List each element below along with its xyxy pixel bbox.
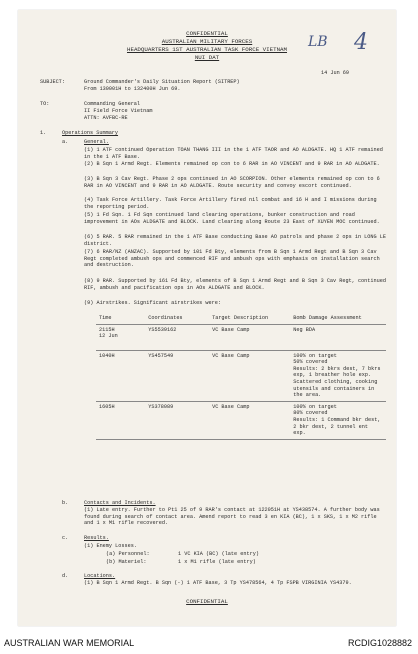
locations-label: d. — [62, 573, 69, 579]
section-number: 1. — [40, 130, 47, 136]
general-para-3: (3) B Sqn 3 Cav Regt. Phase 2 ops continued in AO SCORPION. Other elements remained op con to 6 RAR in AO VINCENT and 9 RAR in AO ALDGATE. Route security and convoy escort continued. — [84, 176, 380, 189]
org-line-2: HEADQUARTERS 1ST AUSTRALIAN TASK FORCE VIETNAM — [126, 46, 288, 53]
classification-bottom: CONFIDENTIAL — [186, 598, 228, 605]
cell-target: VC Base Camp — [209, 324, 290, 350]
cell-target: VC Base Camp — [209, 350, 290, 401]
personnel-value: 1 VC KIA (BC) (late entry) — [178, 551, 259, 557]
airstrikes-table-wrap — [96, 313, 386, 440]
general-para-4: (4) Task Force Artillery. Task Force Artillery fired nil combat and 16 H and I missions during the reporting period. — [84, 197, 377, 210]
materiel-label: (b) Materiel: — [106, 559, 147, 565]
general-label: a. — [62, 139, 69, 145]
personnel-label: (a) Personnel: — [106, 551, 150, 557]
to-label: TO: — [40, 101, 50, 107]
general-para-2: (2) B Sqn 1 Armd Regt. Elements remained op con to 6 RAR in AO VINCENT and 9 RAR in AO ALDGATE. — [84, 161, 380, 167]
enemy-losses-heading: (1) Enemy Losses. — [84, 543, 137, 549]
archive-name: AUSTRALIAN WAR MEMORIAL — [4, 638, 135, 648]
locations-para-1: (1) B Sqn 1 Armd Regt. B Sqn (-) 1 ATF Base, 3 Tp YS478564, 4 Tp FSPB VIRGINIA YS4379. — [84, 580, 352, 586]
to-line-2: II Field Force Vietnam — [84, 108, 153, 114]
contacts-title: Contacts and Incidents. — [84, 500, 156, 506]
locations-title: Locations. — [84, 573, 116, 579]
general-para-6: (6) 5 RAR. 5 RAR remained in the 1 ATF Base conducting Base AO patrols and phase 2 ops in LONG LE district. — [84, 234, 386, 247]
cell-time: 1040H — [96, 350, 145, 401]
col-header-bda: Bomb Damage Assessment — [290, 313, 386, 324]
cell-coordinates: YS378089 — [145, 401, 209, 439]
general-para-7: (7) 6 RAR/NZ (ANZAC). Supported by 101 Fd Bty, elements from B Sqn 1 Armd Regt and B Sqn 3 Cav Regt completed ambush ops and commenced RIF and ambush ops with emphasis on installation search and destruction. — [84, 249, 380, 269]
org-line-1: AUSTRALIAN MILITARY FORCES — [161, 38, 253, 45]
section-title: Operations Summary — [62, 130, 119, 136]
archive-footer — [0, 634, 418, 654]
general-para-9: (9) Airstrikes. Significant airstrikes were: — [84, 300, 221, 306]
table-header-row — [96, 313, 386, 324]
to-line-1: Commanding General — [84, 101, 141, 107]
subject-line-1: Ground Commander's Daily Situation Report (SITREP) — [84, 79, 240, 85]
cell-time: 2115H 12 Jun — [96, 324, 145, 350]
handwritten-annotation-right: 4 — [354, 30, 368, 55]
general-para-8: (8) 9 RAR. Supported by 161 Fd Bty, elements of B Sqn 1 Armd Regt and B Sqn 3 Cav Regt, continued RIF, ambush and pacification ops in AOs ALDGATE and BLOCK. — [84, 278, 386, 291]
col-header-time: Time — [96, 313, 145, 324]
general-para-1: (1) 1 ATF continued Operation TOAN THANG III in the 1 ATF TAOR and AO ALDGATE. HQ 1 ATF remained in the 1 ATF Base. — [84, 147, 383, 160]
general-para-5: (5) 1 Fd Sqn. 1 Fd Sqn continued land clearing operations, bunker construction and road improvement in AOs ALDGATE and BLOCK. Land clearing along Route 23 East of XUYEN MOC continued. — [84, 212, 380, 225]
subject-line-2: From 130001H to 132400H Jun 69. — [84, 86, 181, 92]
results-title: Results. — [84, 535, 109, 541]
col-header-target: Target Description — [209, 313, 290, 324]
cell-time: 1605H — [96, 401, 145, 439]
document-page — [18, 10, 396, 626]
airstrikes-table — [96, 313, 386, 440]
table-row — [96, 350, 386, 401]
handwritten-annotation-left: LB — [308, 34, 328, 50]
cell-coordinates: YS5539162 — [145, 324, 209, 350]
archive-reference: RCDIG1028882 — [347, 638, 412, 648]
location-line: NUI DAT — [194, 54, 220, 61]
general-title: General. — [84, 139, 109, 145]
table-row — [96, 324, 386, 350]
cell-coordinates: YS457549 — [145, 350, 209, 401]
cell-bda: 100% on target 50% covered Results: 2 bkrs dest, 7 bkrs exp, 1 breather hole exp. Scattered clothing, cooking utensils and containers in the area. — [290, 350, 386, 401]
cell-target: VC Base Camp — [209, 401, 290, 439]
table-row — [96, 401, 386, 439]
cell-bda: 100% on target 80% covered Results: 1 Command bkr dest, 2 bkr dest, 2 tunnel ent exp. — [290, 401, 386, 439]
results-label: c. — [62, 535, 69, 541]
contacts-para-1: (1) Late entry. Further to Pt1 25 of 9 RAR's contact at 122051H at YS438574. A further body was found during search of contact area. Amend report to read 3 en KIA (BC), 1 x SKS, 1 x M2 rifle and 1 x M1 rifle recovered. — [84, 507, 380, 527]
classification-top: CONFIDENTIAL — [186, 30, 228, 37]
contacts-label: b. — [62, 500, 69, 506]
col-header-coordinates: Coordinates — [145, 313, 209, 324]
materiel-value: 1 x M1 rifle (late entry) — [178, 559, 256, 565]
cell-bda: Neg BDA — [290, 324, 386, 350]
subject-label: SUBJECT: — [40, 79, 65, 85]
document-date: 14 Jun 69 — [321, 70, 350, 76]
to-line-3: ATTN: AVFBC-RE — [84, 115, 128, 121]
